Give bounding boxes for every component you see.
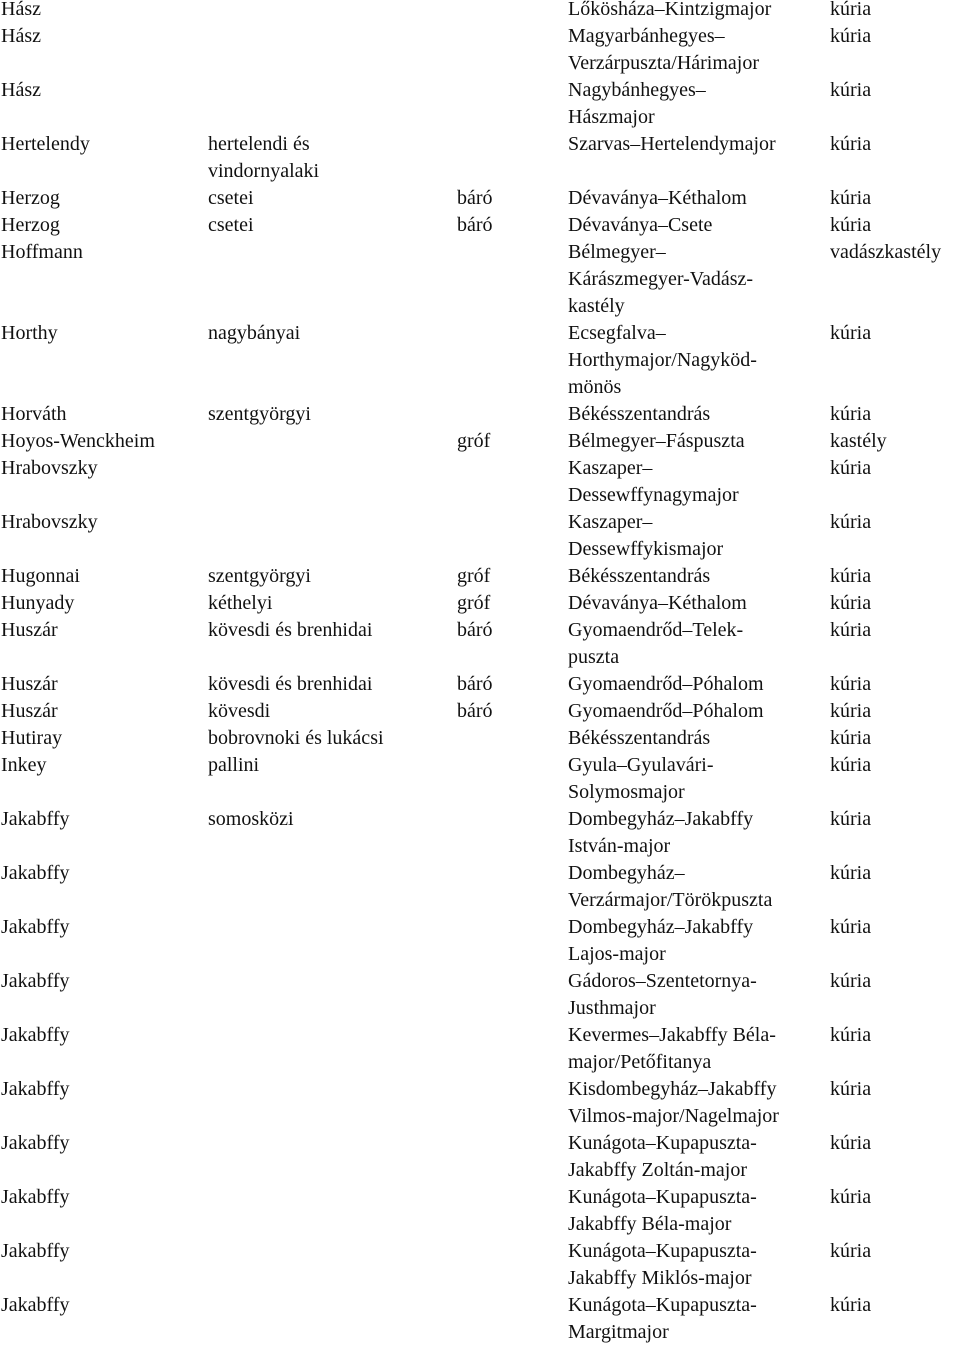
place-line: Lőkösháza–Kintzigmajor: [568, 0, 772, 20]
place-name: [568, 590, 747, 617]
place-line: Margitmajor: [568, 1321, 669, 1343]
family-name: Huszár: [1, 673, 58, 695]
family-name: Jakabffy: [1, 1132, 70, 1154]
place-line: Dévaványa–Kéthalom: [568, 187, 747, 209]
place-line: Kunágota–Kupapuszta-: [568, 1186, 757, 1208]
table-row: [0, 1130, 960, 1184]
table-row: [0, 563, 960, 590]
family-name: Hoffmann: [1, 241, 83, 263]
place-name: [568, 1184, 757, 1238]
family-name: Huszár: [1, 700, 58, 722]
table-row: [0, 968, 960, 1022]
place-line: Gyomaendrőd–Póhalom: [568, 673, 764, 695]
place-line: Ecsegfalva–: [568, 322, 666, 344]
building-type: kúria: [830, 511, 872, 533]
table-row: [0, 455, 960, 509]
family-name: Hász: [1, 79, 41, 101]
table-row: [0, 806, 960, 860]
table-row: [0, 698, 960, 725]
family-name: Jakabffy: [1, 970, 70, 992]
place-line: kastély: [568, 295, 625, 317]
building-type: kúria: [830, 1186, 872, 1208]
place-line: István-major: [568, 835, 671, 857]
building-type: kúria: [830, 1132, 872, 1154]
place-line: Békésszentandrás: [568, 403, 711, 425]
building-type: kúria: [830, 187, 872, 209]
building-type: kúria: [830, 862, 872, 884]
family-name: Hutiray: [1, 727, 63, 749]
building-type: kúria: [830, 457, 872, 479]
place-line: Békésszentandrás: [568, 727, 711, 749]
family-name: Hász: [1, 25, 41, 47]
family-prefix: somosközi: [208, 808, 294, 830]
place-line: Jakabffy Miklós-major: [568, 1267, 752, 1289]
place-line: Verzármajor/Törökpuszta: [568, 889, 773, 911]
building-type: kúria: [830, 322, 872, 344]
family-name: Jakabffy: [1, 1240, 70, 1262]
family-name: Jakabffy: [1, 862, 70, 884]
family-name: Jakabffy: [1, 1078, 70, 1100]
table-row: [0, 185, 960, 212]
building-type: kúria: [830, 403, 872, 425]
building-type: kúria: [830, 700, 872, 722]
noble-title: báró: [457, 619, 493, 641]
place-line: Dombegyház–: [568, 862, 685, 884]
building-type: kúria: [830, 0, 872, 20]
place-name: [568, 455, 739, 509]
place-name: [568, 131, 776, 158]
place-line: Gádoros–Szentetornya-: [568, 970, 757, 992]
building-type: kúria: [830, 970, 872, 992]
place-line: Dévaványa–Kéthalom: [568, 592, 747, 614]
place-line: Dévaványa–Csete: [568, 214, 713, 236]
family-name: Horváth: [1, 403, 67, 425]
building-type: kastély: [830, 430, 887, 452]
place-line: Dessewffynagymajor: [568, 484, 739, 506]
place-line: Horthymajor/Nagyköd-: [568, 349, 757, 371]
table-row: [0, 428, 960, 455]
family-prefix: szentgyörgyi: [208, 565, 311, 587]
noble-title: báró: [457, 214, 493, 236]
family-name: Hunyady: [1, 592, 75, 614]
place-line: Verzárpuszta/Hárimajor: [568, 52, 760, 74]
building-type: kúria: [830, 214, 872, 236]
table-row: [0, 671, 960, 698]
place-line: Kunágota–Kupapuszta-: [568, 1132, 757, 1154]
family-name: Horthy: [1, 322, 58, 344]
place-line: mönös: [568, 376, 622, 398]
place-name: [568, 1076, 779, 1130]
place-line: Gyomaendrőd–Póhalom: [568, 700, 764, 722]
noble-title: gróf: [457, 592, 491, 614]
family-prefix: bobrovnoki és lukácsi: [208, 727, 384, 749]
table-row: [0, 1022, 960, 1076]
noble-title: báró: [457, 673, 493, 695]
place-name: [568, 617, 743, 671]
place-name: [568, 428, 745, 455]
place-name: [568, 77, 706, 131]
place-line: Szarvas–Hertelendymajor: [568, 133, 776, 155]
building-type: kúria: [830, 565, 872, 587]
family-prefix: szentgyörgyi: [208, 403, 311, 425]
table-row: [0, 590, 960, 617]
place-name: [568, 320, 757, 401]
place-line: Lajos-major: [568, 943, 666, 965]
place-name: [568, 212, 712, 239]
family-name: Herzog: [1, 187, 60, 209]
place-name: [568, 1238, 757, 1292]
table-row: [0, 752, 960, 806]
building-type: kúria: [830, 673, 872, 695]
table-row: [0, 914, 960, 968]
place-name: [568, 914, 753, 968]
table-row: [0, 239, 960, 320]
table-row: [0, 23, 960, 77]
place-line: Hászmajor: [568, 106, 655, 128]
noble-title: báró: [457, 700, 493, 722]
place-name: [568, 509, 723, 563]
table-row: [0, 320, 960, 401]
place-name: [568, 860, 772, 914]
place-line: major/Petőfitanya: [568, 1051, 712, 1073]
table-row: [0, 1076, 960, 1130]
place-name: [568, 0, 771, 23]
building-type: vadászkastély: [830, 241, 942, 263]
family-name: Hertelendy: [1, 133, 90, 155]
table-row: [0, 131, 960, 185]
family-prefix: kövesdi és brenhidai: [208, 673, 373, 695]
place-name: [568, 968, 757, 1022]
family-prefix: kövesdi: [208, 700, 271, 722]
noble-title: gróf: [457, 430, 491, 452]
building-type: kúria: [830, 592, 872, 614]
family-name: Jakabffy: [1, 1186, 70, 1208]
family-prefix: hertelendi és vindornyalaki: [208, 133, 320, 182]
table-row: [0, 1184, 960, 1238]
place-line: Kisdombegyház–Jakabffy: [568, 1078, 777, 1100]
place-line: Solymosmajor: [568, 781, 685, 803]
family-name: Hrabovszky: [1, 511, 98, 533]
place-line: Kevermes–Jakabffy Béla-: [568, 1024, 776, 1046]
building-type: kúria: [830, 1024, 872, 1046]
place-line: Nagybánhegyes–: [568, 79, 706, 101]
family-name: Huszár: [1, 619, 58, 641]
family-name: Jakabffy: [1, 1024, 70, 1046]
place-line: Magyarbánhegyes–: [568, 25, 725, 47]
place-line: Kunágota–Kupapuszta-: [568, 1240, 757, 1262]
family-name: Hoyos-Wenckheim: [1, 430, 155, 452]
place-name: [568, 752, 714, 806]
place-line: Gyomaendrőd–Telek-: [568, 619, 744, 641]
table-row: [0, 212, 960, 239]
place-line: Jakabffy Béla-major: [568, 1213, 732, 1235]
building-type: kúria: [830, 79, 872, 101]
family-name: Jakabffy: [1, 916, 70, 938]
building-type: kúria: [830, 1294, 872, 1316]
building-type: kúria: [830, 727, 872, 749]
place-line: Gyula–Gyulavári-: [568, 754, 714, 776]
noble-title: báró: [457, 187, 493, 209]
place-line: Kárászmegyer-Vadász-: [568, 268, 754, 290]
family-name: Hrabovszky: [1, 457, 98, 479]
table-row: [0, 1292, 960, 1346]
family-prefix: kövesdi és brenhidai: [208, 619, 373, 641]
building-type: kúria: [830, 808, 872, 830]
place-name: [568, 239, 753, 320]
building-type: kúria: [830, 1078, 872, 1100]
place-line: Dombegyház–Jakabffy: [568, 808, 754, 830]
place-name: [568, 563, 710, 590]
table-row: [0, 77, 960, 131]
place-line: Kunágota–Kupapuszta-: [568, 1294, 757, 1316]
family-prefix: nagybányai: [208, 322, 301, 344]
table-row: [0, 509, 960, 563]
building-type: kúria: [830, 133, 872, 155]
table-row: [0, 0, 960, 23]
building-type: kúria: [830, 619, 872, 641]
place-line: Dombegyház–Jakabffy: [568, 916, 754, 938]
place-line: Bélmegyer–Fáspuszta: [568, 430, 745, 452]
place-name: [568, 806, 753, 860]
place-line: Bélmegyer–: [568, 241, 666, 263]
table-row: [0, 401, 960, 428]
family-name: Hugonnai: [1, 565, 80, 587]
table-row: [0, 725, 960, 752]
place-line: Dessewffykismajor: [568, 538, 724, 560]
family-prefix: csetei: [208, 187, 254, 209]
place-name: [568, 401, 710, 428]
family-prefix: pallini: [208, 754, 260, 776]
table-row: [0, 860, 960, 914]
family-prefix: kéthelyi: [208, 592, 273, 614]
table-row: [0, 1238, 960, 1292]
place-name: [568, 1130, 757, 1184]
family-name: Jakabffy: [1, 808, 70, 830]
place-name: [568, 1292, 757, 1346]
place-name: [568, 1022, 776, 1076]
place-line: Békésszentandrás: [568, 565, 711, 587]
building-type: kúria: [830, 25, 872, 47]
place-line: Kaszaper–: [568, 457, 653, 479]
table-row: [0, 617, 960, 671]
place-line: puszta: [568, 646, 620, 668]
building-type: kúria: [830, 754, 872, 776]
noble-title: gróf: [457, 565, 491, 587]
building-type: kúria: [830, 916, 872, 938]
place-line: Vilmos-major/Nagelmajor: [568, 1105, 779, 1127]
place-line: Justhmajor: [568, 997, 656, 1019]
family-prefix: csetei: [208, 214, 254, 236]
place-name: [568, 185, 747, 212]
family-name: Hász: [1, 0, 41, 20]
place-line: Jakabffy Zoltán-major: [568, 1159, 748, 1181]
place-name: [568, 725, 710, 752]
family-name: Jakabffy: [1, 1294, 70, 1316]
building-type: kúria: [830, 1240, 872, 1262]
place-name: [568, 698, 764, 725]
family-name: Inkey: [1, 754, 47, 776]
place-name: [568, 671, 764, 698]
place-line: Kaszaper–: [568, 511, 653, 533]
place-name: [568, 23, 759, 77]
family-name: Herzog: [1, 214, 60, 236]
